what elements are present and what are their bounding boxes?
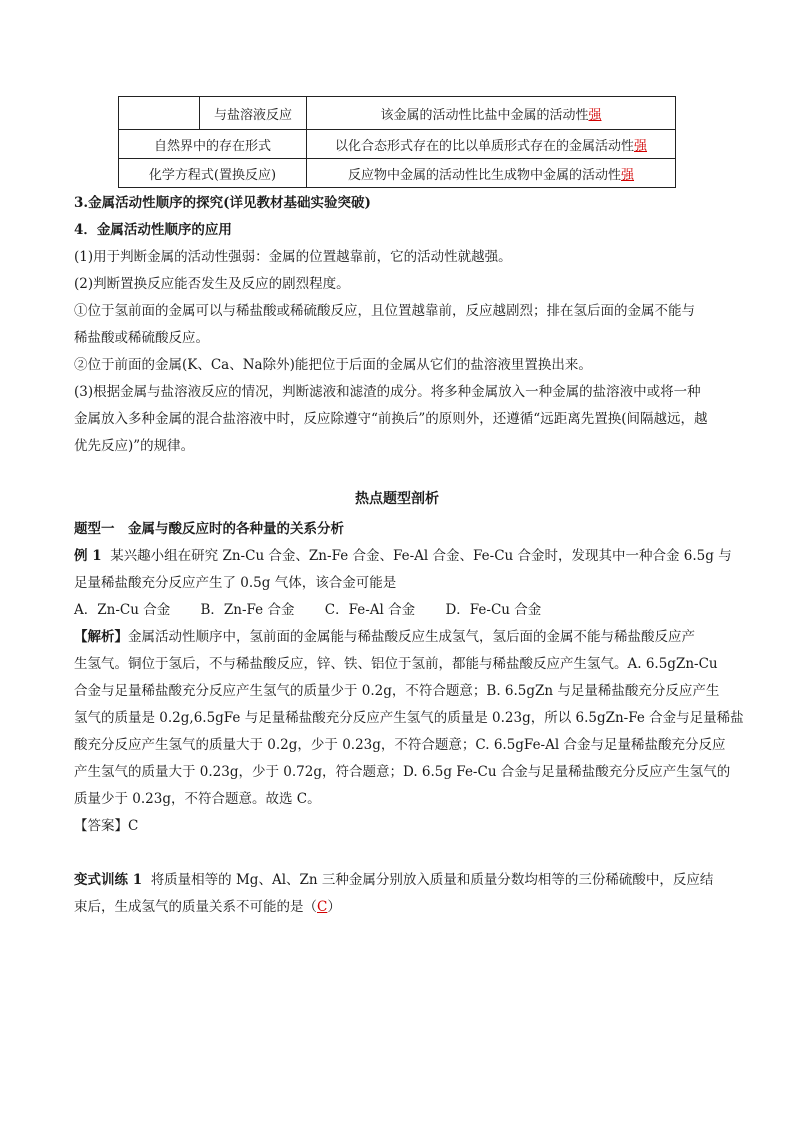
paragraph: 优先反应)”的规律。: [74, 438, 195, 454]
analysis-line: 酸充分反应产生氢气的质量大于 0.2g，少于 0.23g，不符合题意；C. 6.5gFe-Al 合金与足量稀盐酸充分反应: [74, 737, 726, 753]
section-3-heading: 3.金属活动性顺序的探究(详见教材基础实验突破): [74, 195, 371, 211]
option-d: D．Fe-Cu 合金: [445, 602, 542, 618]
option-c: C．Fe-Al 合金: [324, 602, 416, 618]
analysis-line: 氢气的质量是 0.2g,6.5gFe 与足量稀盐酸充分反应产生氢气的质量是 0.23g，所以 6.5gZn-Fe 合金与足量稀盐: [74, 710, 744, 726]
paragraph: (3)根据金属与盐溶液反应的情况，判断滤液和滤渣的成分。将多种金属放入一种金属的盐溶液中或将一种: [74, 384, 701, 400]
option-b: B．Zn-Fe 合金: [200, 602, 295, 618]
table-cell: 自然界中的存在形式: [119, 130, 307, 159]
comparison-table: [118, 96, 676, 188]
paragraph: ②位于前面的金属(K、Ca、Na除外)能把位于后面的金属从它们的盐溶液里置换出来。: [74, 357, 592, 373]
example-question: 足量稀盐酸充分反应产生了 0.5g 气体，该合金可能是: [74, 575, 397, 591]
option-a: A．Zn-Cu 合金: [74, 602, 171, 618]
table-row: [119, 159, 676, 188]
table-cell: 反应物中金属的活动性比生成物中金属的活动性强: [307, 159, 676, 188]
paragraph: (2)判断置换反应能否发生及反应的剧烈程度。: [74, 276, 350, 292]
paragraph: 金属放入多种金属的混合盐溶液中时，反应除遵守“前换后”的原则外，还遵循“远距离先置换(间隔越远，越: [74, 411, 708, 427]
table-cell: 与盐溶液反应: [200, 97, 307, 130]
answer-value: C: [128, 818, 139, 834]
table-cell: 该金属的活动性比盐中金属的活动性强: [307, 97, 676, 130]
answer-mark: 强: [621, 167, 635, 183]
answer-mark: 强: [588, 107, 602, 123]
variant-label: 变式训练 1: [74, 872, 143, 888]
variant-question: 束后，生成氢气的质量关系不可能的是（C）: [74, 899, 341, 915]
table-row: [119, 130, 676, 159]
answer-mark: 强: [634, 138, 648, 154]
table-cell: 以化合态形式存在的比以单质形式存在的金属活动性强: [307, 130, 676, 159]
paragraph: ①位于氢前面的金属可以与稀盐酸或稀硫酸反应，且位置越靠前，反应越剧烈；排在氢后面的金属不能与: [74, 303, 695, 319]
table-row: [119, 97, 676, 130]
variant-question: 变式训练 1 将质量相等的 Mg、Al、Zn 三种金属分别放入质量和质量分数均相等的三份稀硫酸中，反应结: [74, 872, 714, 888]
example-label: 例 1: [74, 548, 102, 564]
section-4-heading: 4．金属活动性顺序的应用: [74, 222, 232, 238]
example-question: 例 1 某兴趣小组在研究 Zn-Cu 合金、Zn-Fe 合金、Fe-Al 合金、Fe-Cu 合金时，发现其中一种合金 6.5g 与: [74, 548, 732, 564]
analysis-label: 【解析】: [74, 629, 128, 645]
analysis-line: 产生氢气的质量大于 0.23g，少于 0.72g，符合题意；D. 6.5g Fe-Cu 合金与足量稀盐酸充分反应产生氢气的: [74, 764, 731, 780]
answer-line: [74, 814, 138, 834]
paragraph: (1)用于判断金属的活动性强弱：金属的位置越靠前，它的活动性就越强。: [74, 249, 512, 265]
section-title: 热点题型剖析: [355, 491, 439, 507]
analysis-line: 【解析】金属活动性顺序中，氢前面的金属能与稀盐酸反应生成氢气，氢后面的金属不能与稀盐酸反应产: [74, 629, 695, 645]
answer-label: 【答案】: [74, 818, 128, 834]
analysis-line: 生氢气。铜位于氢后，不与稀盐酸反应，锌、铁、铝位于氢前，都能与稀盐酸反应产生氢气。A. 6.5gZn-Cu: [74, 656, 718, 672]
table-cell: [119, 97, 200, 130]
options-row: [74, 598, 567, 618]
analysis-line: 质量少于 0.23g，不符合题意。故选 C。: [74, 791, 321, 807]
question-type-heading: 题型一 金属与酸反应时的各种量的关系分析: [74, 521, 344, 537]
paragraph: 稀盐酸或稀硫酸反应。: [74, 330, 209, 346]
analysis-line: 合金与足量稀盐酸充分反应产生氢气的质量少于 0.2g，不符合题意；B. 6.5gZn 与足量稀盐酸充分反应产生: [74, 683, 720, 699]
table-cell: 化学方程式(置换反应): [119, 159, 307, 188]
answer-mark: C: [317, 899, 328, 915]
